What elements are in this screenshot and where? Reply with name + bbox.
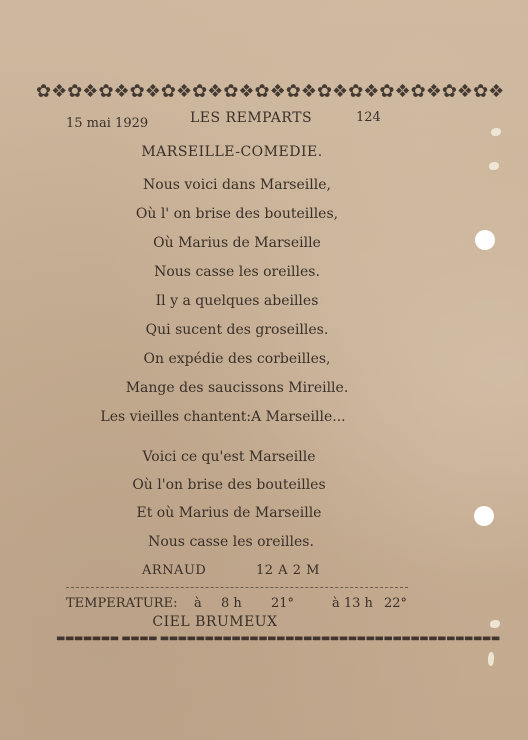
verse-line: Les vieilles chantent:A Marseille... xyxy=(100,409,346,425)
verse-line: Où l' on brise des bouteilles, xyxy=(135,206,339,222)
page-header xyxy=(62,110,392,130)
paper-tear xyxy=(490,620,500,628)
verse-line: Nous voici dans Marseille, xyxy=(143,177,331,193)
verse-line: Il y a quelques abeilles xyxy=(155,293,319,309)
decorative-border-bottom: ▬▬▬▬▬▬▬ ▬▬▬▬ ▬▬▬▬▬▬▬▬▬▬▬▬▬▬▬▬▬▬▬▬▬▬▬▬▬▬▬▬▬▬▬▬▬▬▬▬▬▬ xyxy=(56,633,500,644)
page-number: 124 xyxy=(356,110,381,125)
temperature-value-2: 22° xyxy=(384,596,408,611)
author-code: 12 A 2 M xyxy=(256,563,320,578)
punch-hole-lower xyxy=(474,506,494,526)
temperature-time-1: 8 h xyxy=(221,596,242,611)
issue-date: 15 mai 1929 xyxy=(66,116,149,131)
verse-line: Et où Marius de Marseille xyxy=(136,505,322,521)
paper-tear xyxy=(488,652,494,666)
verse-line: Où Marius de Marseille xyxy=(153,235,321,251)
punch-hole-upper xyxy=(475,230,495,250)
temperature-line xyxy=(66,596,416,614)
verse-line: Nous casse les oreilles. xyxy=(154,264,320,280)
verse-line: Mange des saucissons Mireille. xyxy=(125,380,349,396)
temperature-at-1: à xyxy=(194,596,202,611)
divider-rule xyxy=(66,587,408,588)
paper-tear xyxy=(491,128,501,136)
temperature-value-1: 21° xyxy=(271,596,295,611)
author-name: ARNAUD xyxy=(142,563,207,578)
verse-line: Nous casse les oreilles. xyxy=(148,534,314,550)
temperature-label: TEMPERATURE: xyxy=(66,596,178,611)
section-title: LES REMPARTS xyxy=(190,110,313,126)
sky-condition: CIEL BRUMEUX xyxy=(152,614,278,630)
verse-line: Qui sucent des groseilles. xyxy=(145,322,329,338)
temperature-time-2: à 13 h xyxy=(332,596,373,611)
verse-line: Voici ce qu'est Marseille xyxy=(142,449,316,465)
poem-title: MARSEILLE-COMEDIE. xyxy=(141,144,323,160)
paper-tear xyxy=(489,162,499,170)
verse-line: On expédie des corbeilles, xyxy=(143,351,331,367)
decorative-border-top: ✿❖✿❖✿❖✿❖✿❖✿❖✿❖✿❖✿❖✿❖✿❖✿❖✿❖✿❖✿❖ xyxy=(36,81,505,102)
verse-line: Où l'on brise des bouteilles xyxy=(132,477,326,493)
